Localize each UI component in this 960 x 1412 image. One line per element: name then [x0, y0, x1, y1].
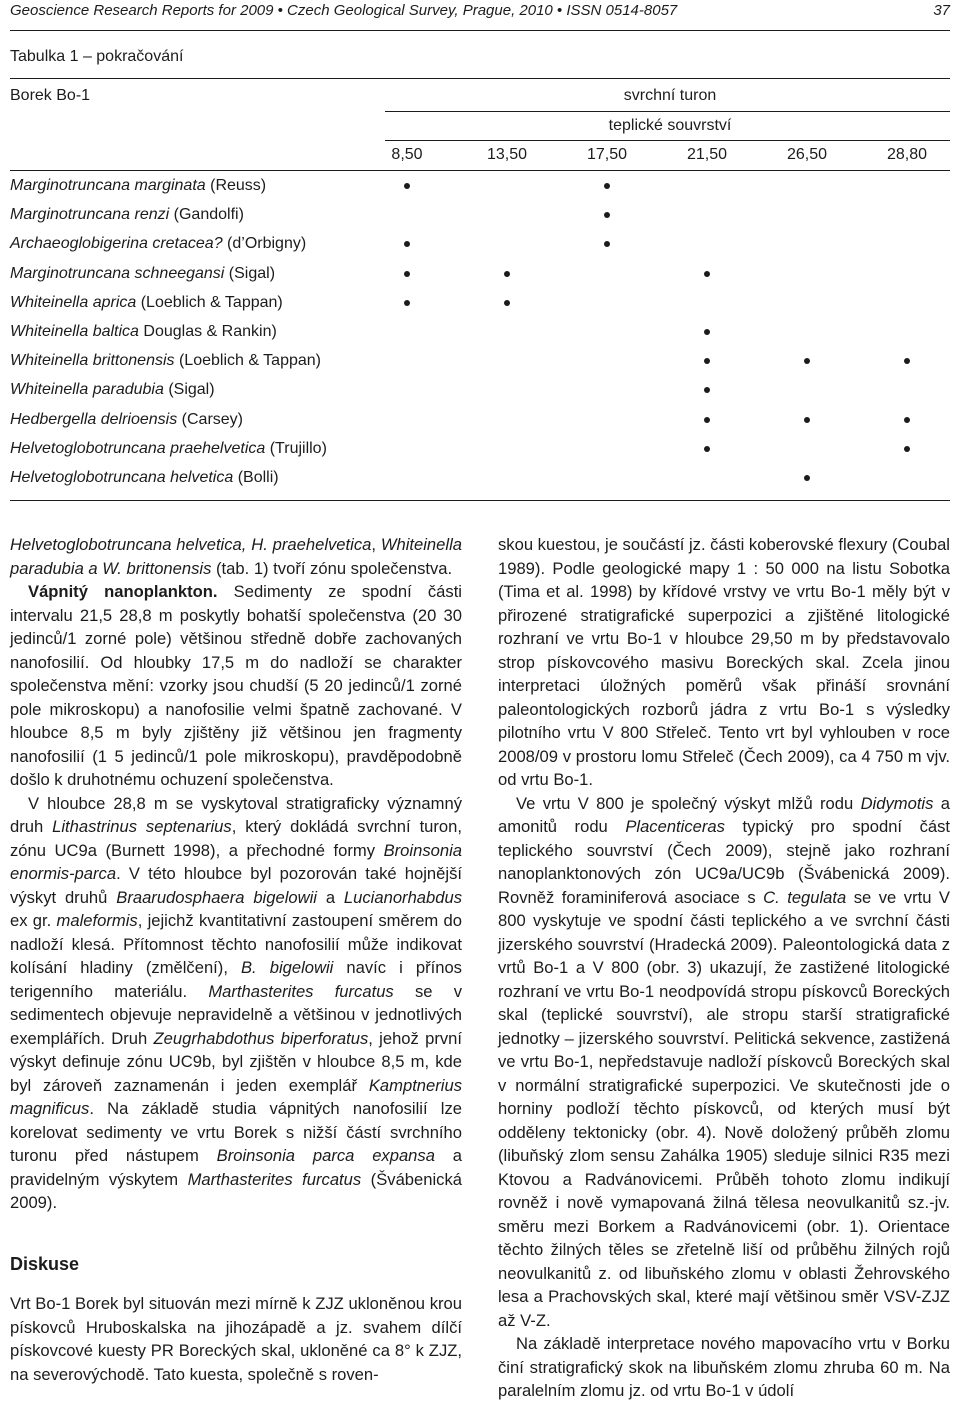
species-author: (Bolli) [233, 469, 279, 486]
table-row-species [10, 293, 283, 313]
species-name: Whiteinella paradubia [10, 381, 164, 399]
occurrence-dot [704, 271, 710, 277]
borehole-label: Borek Bo-1 [10, 87, 91, 104]
text-run: ex gr. [10, 911, 57, 930]
species-author: (Sigal) [163, 381, 215, 399]
occurrence-dot [904, 417, 910, 423]
species-author: Douglas & Rankin) [138, 323, 277, 340]
text-run: typický pro spodní část teplického souvrství (Čech 2009), stejně jako rozhraní nanoplanktonových zón UC9a/UC9b (Švábenická 2009). Rovněž foraminiferová asociace s [498, 817, 950, 907]
paragraph-nanofossils [10, 792, 462, 1215]
occurrence-dot [704, 417, 710, 423]
species-name: Whiteinella aprica [10, 293, 137, 311]
taxon-name: Broinsonia enormis-parca [10, 840, 462, 883]
paragraph-interpretation: Na základě interpretace nového mapovacího vrtu v Borku činí stratigrafický skok na libuňském zlomu zhruba 60 m. Na paralelním zlomu jz. od vrtu Bo-1 v údolí [498, 1334, 950, 1400]
occurrence-dot [404, 300, 410, 306]
species-author: (Loeblich & Tappan) [174, 352, 321, 370]
text-run: , který dokládá svrchní turon, zónu UC9a (Burnett 1998), a přechodné formy [10, 817, 463, 860]
occurrence-dot [804, 358, 810, 364]
paragraph-diskuse: Vrt Bo-1 Borek byl situován mezi mírně k ZJZ ukloněnou krou pískovců Hruboskalska na jihozápadě a jz. svahem dílčí pískovcové kuesty PR Boreckých skal, ukloněné ca 8° k ZJZ, na severovýchodě. Tato kuesta, společně s roven- [10, 1294, 462, 1384]
table-row-species [10, 322, 277, 342]
text-run: (tab. 1) tvoří zónu společenstva. [211, 558, 453, 578]
formation-rule [385, 140, 950, 141]
table-row-species [10, 176, 266, 196]
paragraph-v800 [498, 792, 950, 1333]
species-name: Helvetoglobotruncana praehelvetica [10, 439, 266, 457]
taxon-name: Didymotis [860, 793, 934, 813]
left-text-column [10, 533, 462, 1386]
taxon-name: maleformis [56, 911, 138, 930]
header-bottom-rule [10, 170, 950, 171]
taxon-name: C. tegulata [763, 887, 847, 907]
taxon-name: Lithastrinus septenarius [52, 817, 232, 836]
depth-header-cell: 17,50 [586, 146, 628, 163]
taxon-name: B. bigelowii [240, 958, 334, 977]
text-run: , jehož první výskyt definuje zónu UC9b, byl zjištěn v hloubce 8,5 m, kde byl zároveň zaznamenán i jeden exemplář [10, 1028, 463, 1095]
paragraph-zone [10, 533, 462, 580]
species-name: Marginotruncana marginata [10, 177, 206, 194]
depth-header-cell: 8,50 [391, 146, 423, 163]
species-name: Archaeoglobigerina cretacea? [10, 235, 223, 253]
paragraph-cuesta: skou kuestou, je součástí jz. části koberovské flexury (Coubal 1989). Podle geologické mapy 1 : 50 000 na listu Sobotka (Tima et al. 1998) by křídové vrstvy ve vrtu Bo-1 měly být v přirozené stratigrafické superpozici a zjištěné litologické rozhraní ve vrtu Bo-1 v hloubce 29,50 m by představovalo strop pískovcového masivu Boreckých skal. Zcela jinou interpretaci úložných poměrů však přináší srovnání paleontologických rozborů jádra z vrtu Bo-1 s výsledky pilotního vrtu V 800 Střeleč. Tento vrt byl vyhlouben v roce 2008/09 v prostoru lomu Střeleč (Čech 2009), ca 4 750 m vjv. od vrtu Bo-1. [498, 535, 950, 789]
species-author: (Reuss) [205, 177, 267, 194]
table-row-species [10, 264, 275, 284]
species-name: Marginotruncana renzi [10, 206, 170, 224]
species-name: Hedbergella delrioensis [10, 410, 178, 428]
stage-label: svrchní turon [623, 87, 717, 104]
occurrence-dot [704, 329, 710, 335]
occurrence-dot [504, 271, 510, 277]
species-name: Whiteinella baltica [10, 323, 139, 340]
table-top-rule [10, 78, 950, 79]
taxon-name: Broinsonia parca expansa [216, 1146, 435, 1165]
species-name: Helvetoglobotruncana helvetica [10, 469, 234, 486]
table-row-species [10, 468, 279, 488]
depth-header-cell: 13,50 [486, 146, 528, 163]
occurrence-dot [804, 417, 810, 423]
text-run: Ve vrtu V 800 je společný výskyt mlžů rodu [516, 793, 861, 813]
text-run: se v sedimentech objevuje nepravidelně a většinou v jednotlivých exemplářích. Druh [10, 981, 463, 1048]
depth-header-cell: 28,80 [886, 146, 928, 163]
page-number: 37 [933, 2, 950, 19]
species-author: (Sigal) [224, 264, 276, 282]
taxon-name: Placenticeras [625, 817, 725, 836]
occurrence-dot [404, 271, 410, 277]
occurrence-dot [704, 358, 710, 364]
run-in-heading: Vápnitý nanoplankton. [28, 582, 218, 601]
taxon-name: Braarudosphaera bigelowii [116, 887, 317, 907]
table-row-species [10, 205, 244, 225]
occurrence-dot [404, 241, 410, 247]
text-run: Sedimenty ze spodní části intervalu 21,5 28,8 m poskytly bohatší společenstva (20 30 jedinců/1 zorné pole) většinou středně dobře zachovaných nanofosilií. Od hloubky 17,5 m do nadloží se charakter společenstva mění: vzorky jsou chudší (5 20 jedinců/1 zorné pole mikroskopu) a nanofosilie velmi špatně zachované. V hloubce 8,5 m byly zjištěny již většinou jen fragmenty nanofosilií (1 5 jedinců/1 pole mikroskopu), pravděpodobně došlo k druhotnému ochuzení společenstva. [10, 582, 462, 789]
text-run: a [316, 887, 344, 907]
journal-line: Geoscience Research Reports for 2009 • Czech Geological Survey, Prague, 2010 • ISSN 0514-8057 [10, 2, 678, 19]
text-run: . V této hloubce byl pozorován také hojnější výskyt druhů [10, 864, 462, 907]
species-author: (Loeblich & Tappan) [136, 293, 283, 311]
taxon-name: Marthasterites furcatus [208, 981, 394, 1001]
formation-label: teplické souvrství [608, 117, 732, 134]
occurrence-dot [404, 183, 410, 189]
section-heading-diskuse: Diskuse [10, 1253, 80, 1274]
occurrence-dot [704, 446, 710, 452]
species-author: (d’Orbigny) [222, 235, 307, 253]
table-bottom-rule [10, 500, 950, 501]
text-run: , [371, 535, 381, 554]
depth-header-cell: 21,50 [686, 146, 728, 163]
text-run: a amonitů rodu [498, 793, 950, 836]
taxon-name: Zeugrhabdothus biperforatus [153, 1028, 369, 1048]
running-header [10, 0, 950, 31]
text-run: se ve vrtu V 800 vyskytuje ve spodní části teplického a ve svrchní části jizerského souvrství (Hradecká 2009). Paleontologická data z vrtů Bo-1 a V 800 (obr. 3) ukazují, že zastižené litologické rozhraní ve vrtu Bo-1 neodpovídá stropu pískovců Boreckých skal (teplické souvrství), ale stropu starší stratigrafické jednotky – jizerského souvrství. Pelitická sekvence, zastižená ve vrtu Bo-1, nepředstavuje nadloží pískovců Boreckých skal v normální stratigrafické superpozici. Ve skutečnosti jde o horniny podloží těchto pískovců, od kterých musí být odděleny tektonicky (obr. 4). Nově doložený průběh zlomu (libuňský zlom sensu Zahálka 1905) sleduje silnici R35 mezi Ktovou a Radvánovicemi. Průběh tohoto zlomu indikují rovněž i nově vymapovaná žilná tělesa neovulkanitů sz.-jv. směru mezi Borkem a Radvánovicemi (obr. 1). Orientace těchto žilných těles se zřetelně liší od průběhu žilných rojů neovulkanitů z. od libuňského zlomu v oblasti Žehrovského lesa a Prachovských skal, které mají většinou směr VSV-ZJZ až V-Z. [498, 887, 950, 1330]
table-caption: Tabulka 1 – pokračování [10, 48, 184, 65]
table-row-species [10, 380, 215, 400]
occurrence-dot [704, 387, 710, 393]
table-row-species [10, 351, 321, 371]
taxon-name: Helvetoglobotruncana helvetica, H. praehelvetica [10, 535, 372, 554]
occurrence-dot [904, 358, 910, 364]
occurrence-dot [604, 183, 610, 189]
taxon-name: Whiteinella paradubia a W. brittonensis [10, 535, 462, 578]
species-author: (Trujillo) [265, 439, 327, 457]
text-run: , jejichž kvantitativní zastoupení směrem do nadloží klesá. Přítomnost těchto nanofosilií může indikovat kolísání hladiny (změlčení), [10, 911, 462, 977]
table-row-species [10, 234, 306, 254]
text-run: a pravidelným výskytem [10, 1146, 462, 1189]
occurrence-dot [804, 475, 810, 481]
paragraph-nanoplankton [10, 580, 462, 792]
taxon-name: Kamptnerius magnificus [10, 1075, 462, 1118]
stage-rule [385, 111, 950, 112]
text-run: (Švábenická 2009). [10, 1169, 462, 1212]
table-row-species [10, 439, 327, 459]
occurrence-dot [604, 241, 610, 247]
right-text-column [498, 533, 950, 1403]
occurrence-dot [604, 212, 610, 218]
species-name: Whiteinella brittonensis [10, 352, 175, 370]
taxon-name: Lucianorhabdus [343, 887, 463, 907]
text-run: navíc i přínos terigenního materiálu. [10, 958, 462, 1001]
species-name: Marginotruncana schneegansi [10, 264, 225, 282]
depth-header-cell: 26,50 [786, 146, 828, 163]
species-author: (Carsey) [177, 410, 243, 428]
text-run: V hloubce 28,8 m se vyskytoval stratigraficky významný druh [10, 793, 462, 836]
occurrence-dot [904, 446, 910, 452]
taxon-name: Marthasterites furcatus [187, 1169, 362, 1189]
species-author: (Gandolfi) [169, 206, 244, 224]
table-row-species [10, 410, 243, 430]
occurrence-dot [504, 300, 510, 306]
text-run: . Na základě studia vápnitých nanofosilií lze korelovat sedimenty ve vrtu Borek s nižší částí svrchního turonu před nástupem [10, 1099, 462, 1165]
